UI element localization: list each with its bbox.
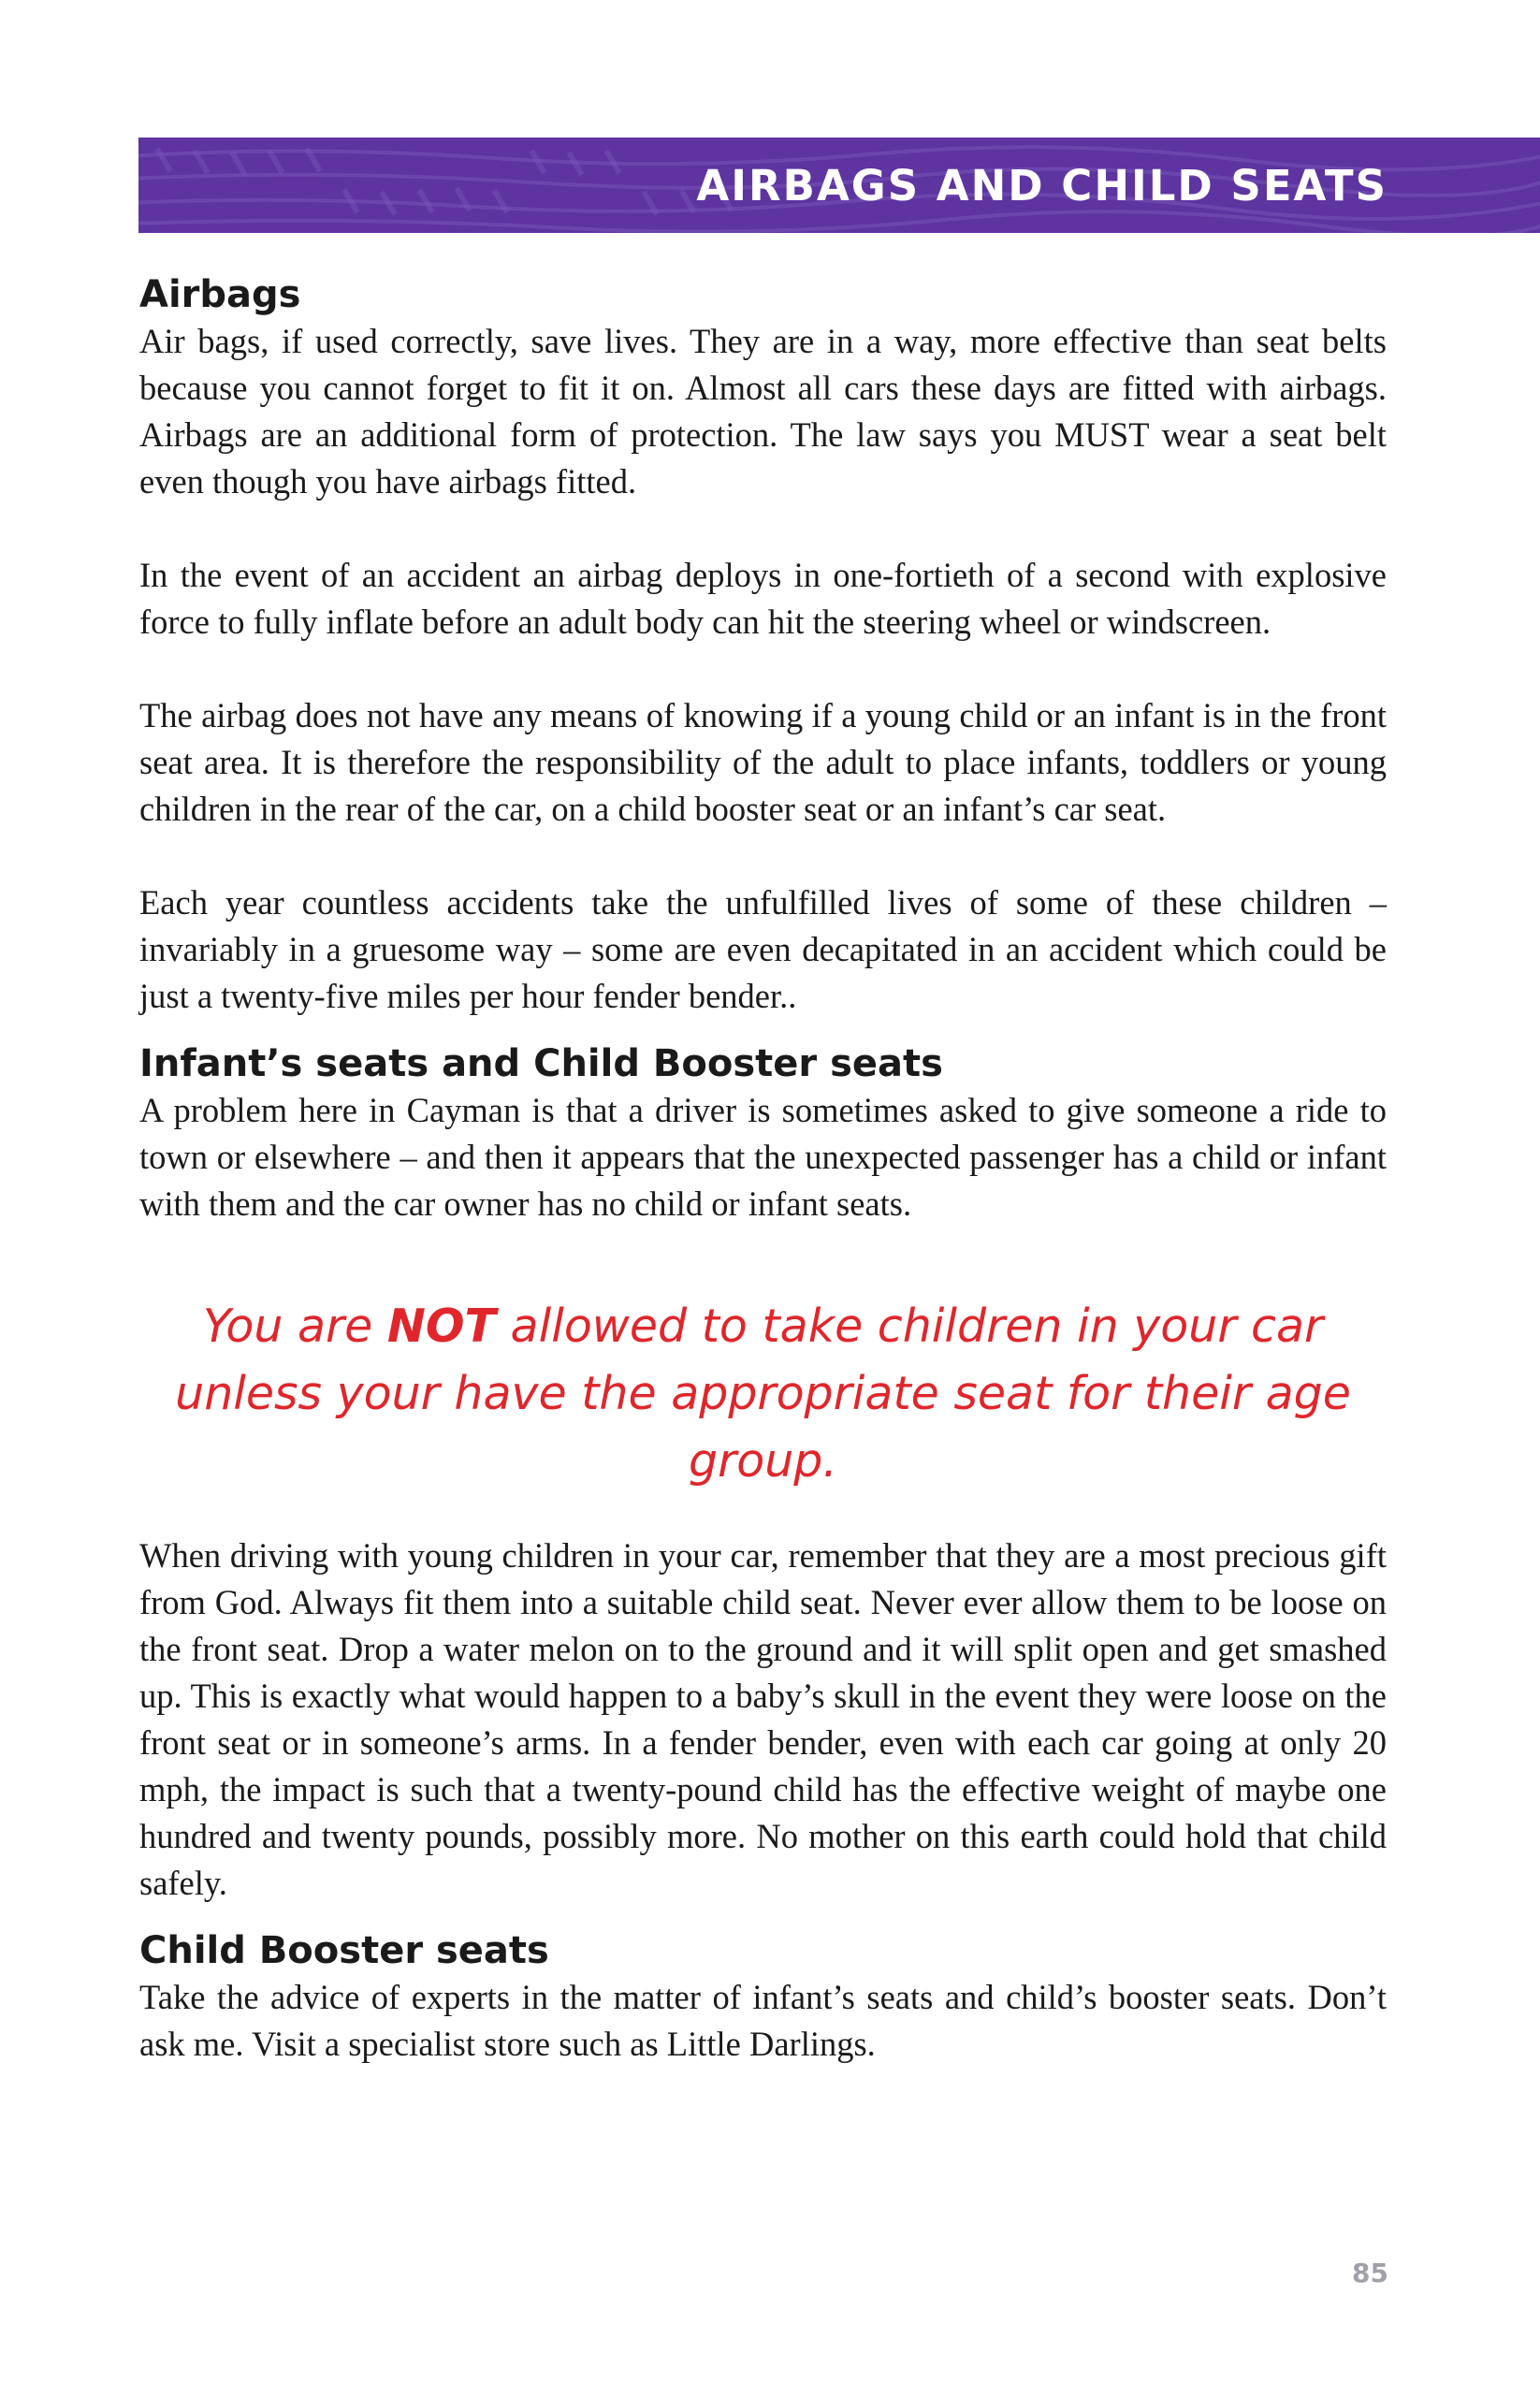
airbags-paragraph-3: The airbag does not have any means of knowing if a young child or an infant is in the front seat area. It is therefore the responsibility of the adult to place infants, toddlers or young children in the rear of the car, on a child booster seat or an infant’s car seat. [139,696,1387,828]
airbags-paragraph-2: In the event of an accident an airbag deploys in one-fortieth of a second with explosive force to fully inflate before an adult body can hit the steering wheel or windscreen. [139,556,1387,641]
infant-seats-paragraph-1: A problem here in Cayman is that a driver is sometimes asked to give someone a ride to town or elsewhere – and then it appears that the unexpected passenger has a child or infant with them and the car owner has no child or infant seats. [139,1091,1387,1223]
header-banner [138,138,1540,233]
warning-callout [139,1293,1387,1495]
page-number: 85 [1352,2258,1388,2288]
callout-text-after: allowed to take children in your car unless your have the appropriate seat for their age group. [175,1300,1351,1488]
callout-emphasis: NOT [386,1300,496,1353]
page-title: AIRBAGS AND CHILD SEATS [696,161,1387,211]
airbags-heading: Airbags [139,273,301,316]
airbags-paragraph-1: Air bags, if used correctly, save lives. They are in a way, more effective than seat belts because you cannot forget to fit it on. Almost all cars these days are fitted with airbags. Airbags are an additional form of protection. The law says you MUST wear a seat belt even though you have airbags fitted. [139,322,1387,501]
infant-seats-paragraph-2: When driving with young children in your car, remember that they are a most precious gift from God. Always fit them into a suitable child seat. Never ever allow them to be loose on the front seat. Drop a water melon on to the ground and it will split open and get smashed up. This is exactly what would happen to a baby’s skull in the event they were loose on the front seat or in someone’s arms. In a fender bender, even with each car going at only 20 mph, the impact is such that a twenty-pound child has the effective weight of maybe one hundred and twenty pounds, possibly more. No mother on this earth could hold that child safely. [139,1536,1387,1902]
booster-paragraph: Take the advice of experts in the matter of infant’s seats and child’s booster seats. Don’t ask me. Visit a specialist store such as Little Darlings. [139,1978,1387,2063]
main-content [139,271,1387,2068]
airbags-paragraph-4: Each year countless accidents take the unfulfilled lives of some of these children – invariably in a gruesome way – some are even decapitated in an accident which could be just a twenty-five miles per hour fender bender.. [139,883,1387,1015]
infant-seats-heading: Infant’s seats and Child Booster seats [139,1042,943,1085]
booster-heading: Child Booster seats [139,1929,549,1972]
callout-text-before: You are [202,1300,387,1353]
